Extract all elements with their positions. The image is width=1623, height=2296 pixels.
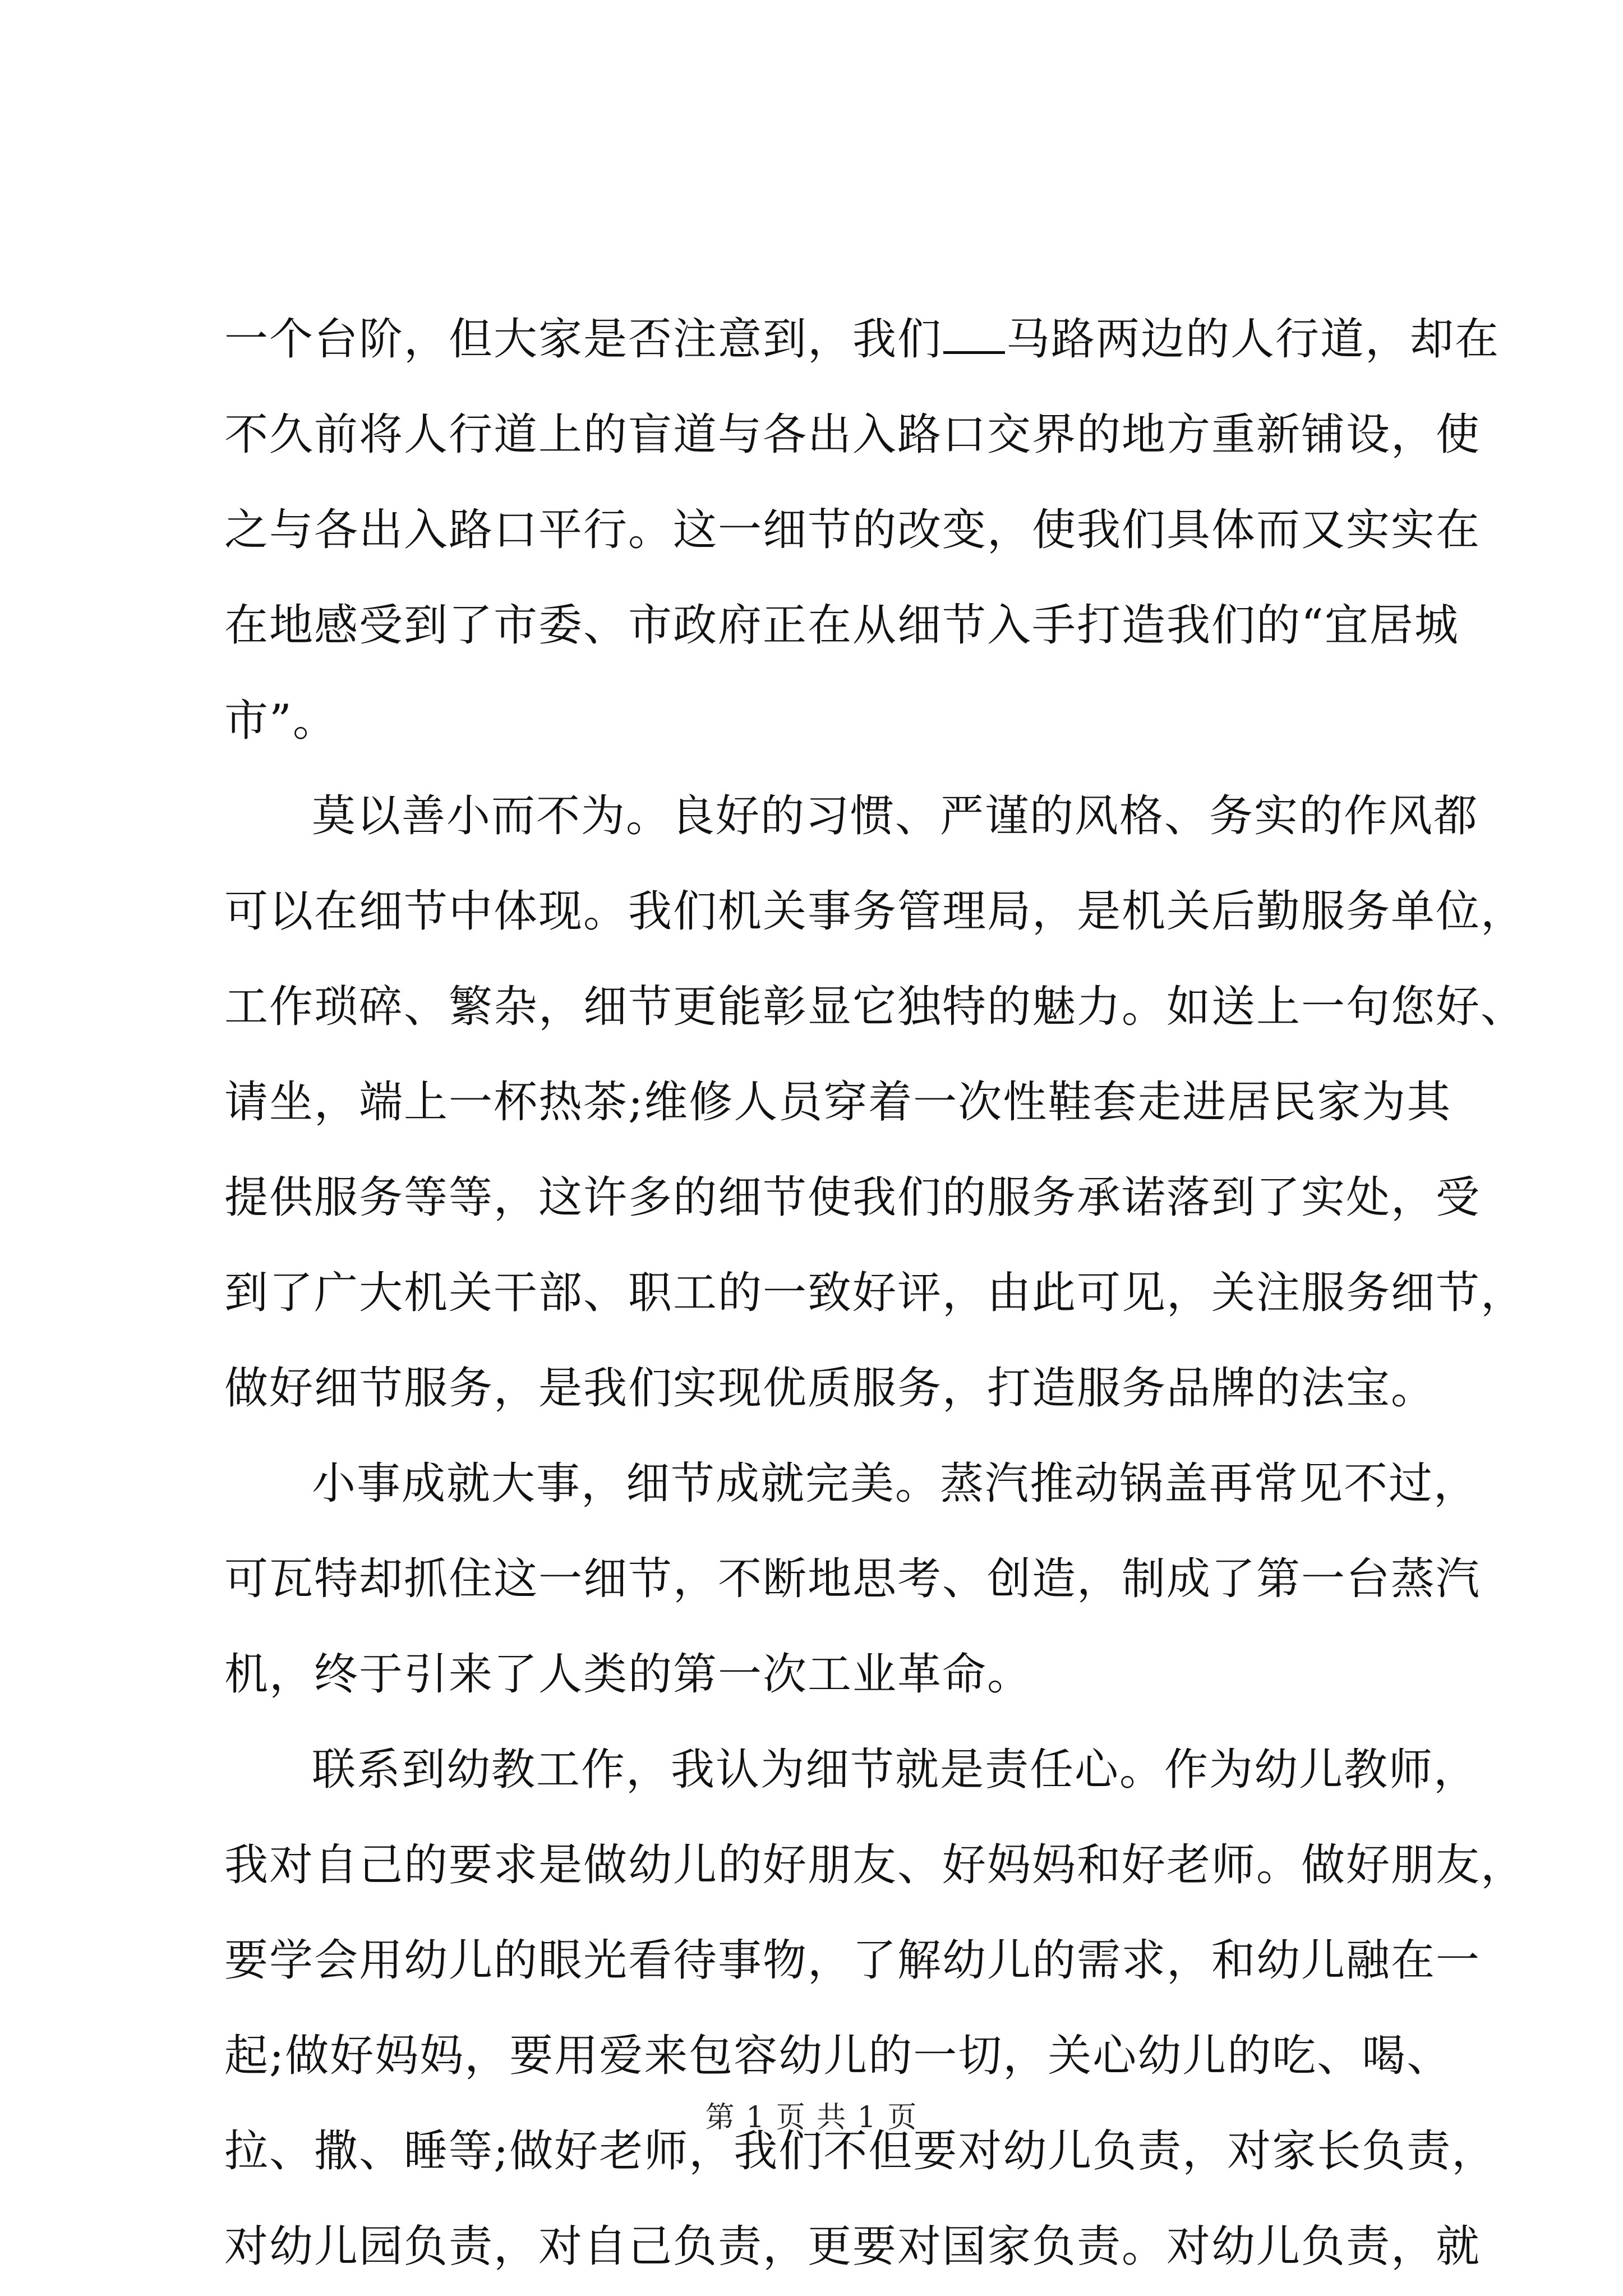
text-line: 联系到幼教工作，我认为细节就是责任心。作为幼儿教师， bbox=[312, 1745, 1479, 1795]
text-line: 不久前将人行道上的盲道与各出入路口交界的地方重新铺设，使 bbox=[224, 409, 1481, 460]
text-line: 莫以善小而不为。良好的习惯、严谨的风格、务实的作风都 bbox=[312, 791, 1479, 841]
fill-in-blank bbox=[943, 346, 1005, 354]
text-segment: 一个台阶，但大家是否注意到，我们 bbox=[224, 314, 943, 365]
text-segment: 马路两边的人行道，却在 bbox=[1006, 314, 1500, 365]
text-line: 可瓦特却抓住这一细节，不断地思考、创造，制成了第一台蒸汽 bbox=[224, 1554, 1481, 1604]
text-line: 到了广大机关干部、职工的一致好评，由此可见，关注服务细节， bbox=[224, 1268, 1526, 1318]
text-line: 做好细节服务，是我们实现优质服务，打造服务品牌的法宝。 bbox=[224, 1363, 1436, 1414]
text-line: 请坐，端上一杯热茶;维修人员穿着一次性鞋套走进居民家为其 bbox=[224, 1077, 1452, 1128]
text-line: 对幼儿园负责，对自己负责，更要对国家负责。对幼儿负责，就 bbox=[224, 2221, 1481, 2272]
text-line: 之与各出入路口平行。这一细节的改变，使我们具体而又实实在 bbox=[224, 505, 1481, 555]
text-line: 小事成就大事，细节成就完美。蒸汽推动锅盖再常见不过， bbox=[312, 1458, 1479, 1509]
text-line: 市”。 bbox=[224, 696, 338, 746]
page-number-footer: 第 1 页 共 1 页 bbox=[705, 2101, 918, 2134]
text-line: 起;做好妈妈，要用爱来包容幼儿的一切，关心幼儿的吃、喝、 bbox=[224, 2031, 1452, 2081]
text-line: 在地感受到了市委、市政府正在从细节入手打造我们的“宜居城 bbox=[224, 600, 1459, 651]
text-line: 工作琐碎、繁杂，细节更能彰显它独特的魅力。如送上一句您好、 bbox=[224, 982, 1526, 1032]
text-line bbox=[224, 292, 1500, 387]
text-line: 机，终于引来了人类的第一次工业革命。 bbox=[224, 1649, 1032, 1700]
text-line: 拉、撒、睡等;做好老师，我们不但要对幼儿负责，对家长负责， bbox=[224, 2126, 1497, 2177]
text-line: 可以在细节中体现。我们机关事务管理局，是机关后勤服务单位， bbox=[224, 886, 1526, 937]
text-line: 要学会用幼儿的眼光看待事物，了解幼儿的需求，和幼儿融在一 bbox=[224, 1935, 1481, 1986]
document-body bbox=[224, 292, 1526, 2294]
text-line: 我对自己的要求是做幼儿的好朋友、好妈妈和好老师。做好朋友， bbox=[224, 1840, 1526, 1890]
text-line: 提供服务等等，这许多的细节使我们的服务承诺落到了实处，受 bbox=[224, 1172, 1481, 1223]
